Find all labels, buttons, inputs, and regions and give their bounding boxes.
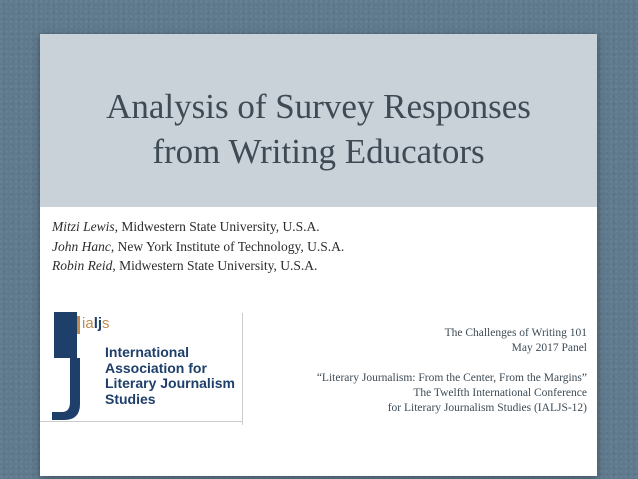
conference-theme: “Literary Journalism: From the Center, From the Margins”: [316, 372, 587, 384]
conference-info: [242, 371, 587, 416]
author-line: [52, 217, 592, 237]
panel-date: May 2017 Panel: [511, 342, 587, 354]
author-affiliation: , Midwestern State University, U.S.A.: [114, 219, 320, 234]
logo-organization-name: International Association for Literary Journalism Studies: [105, 344, 235, 407]
author-affiliation: , New York Institute of Technology, U.S.A.: [110, 238, 345, 254]
panel-title: The Challenges of Writing 101: [444, 327, 587, 339]
conference-org: for Literary Journalism Studies (IALJS-12): [387, 402, 587, 414]
conference-name: The Twelfth International Conference: [413, 387, 587, 399]
ialjs-logo: [50, 312, 243, 424]
author-name: Robin Reid: [52, 258, 113, 273]
slide-title: [40, 84, 597, 174]
author-line: [52, 237, 592, 257]
author-name: Mitzi Lewis: [52, 219, 115, 234]
panel-info: [247, 326, 587, 356]
title-line-1: Analysis of Survey Responses: [106, 87, 531, 126]
author-affiliation: , Midwestern State University, U.S.A.: [112, 258, 318, 273]
author-list: [52, 217, 592, 276]
author-line: [52, 256, 592, 276]
logo-abbreviation: ialjs: [82, 315, 110, 332]
presentation-slide: [40, 34, 597, 476]
author-name: John Hanc: [52, 238, 111, 254]
title-line-2: from Writing Educators: [152, 132, 485, 171]
